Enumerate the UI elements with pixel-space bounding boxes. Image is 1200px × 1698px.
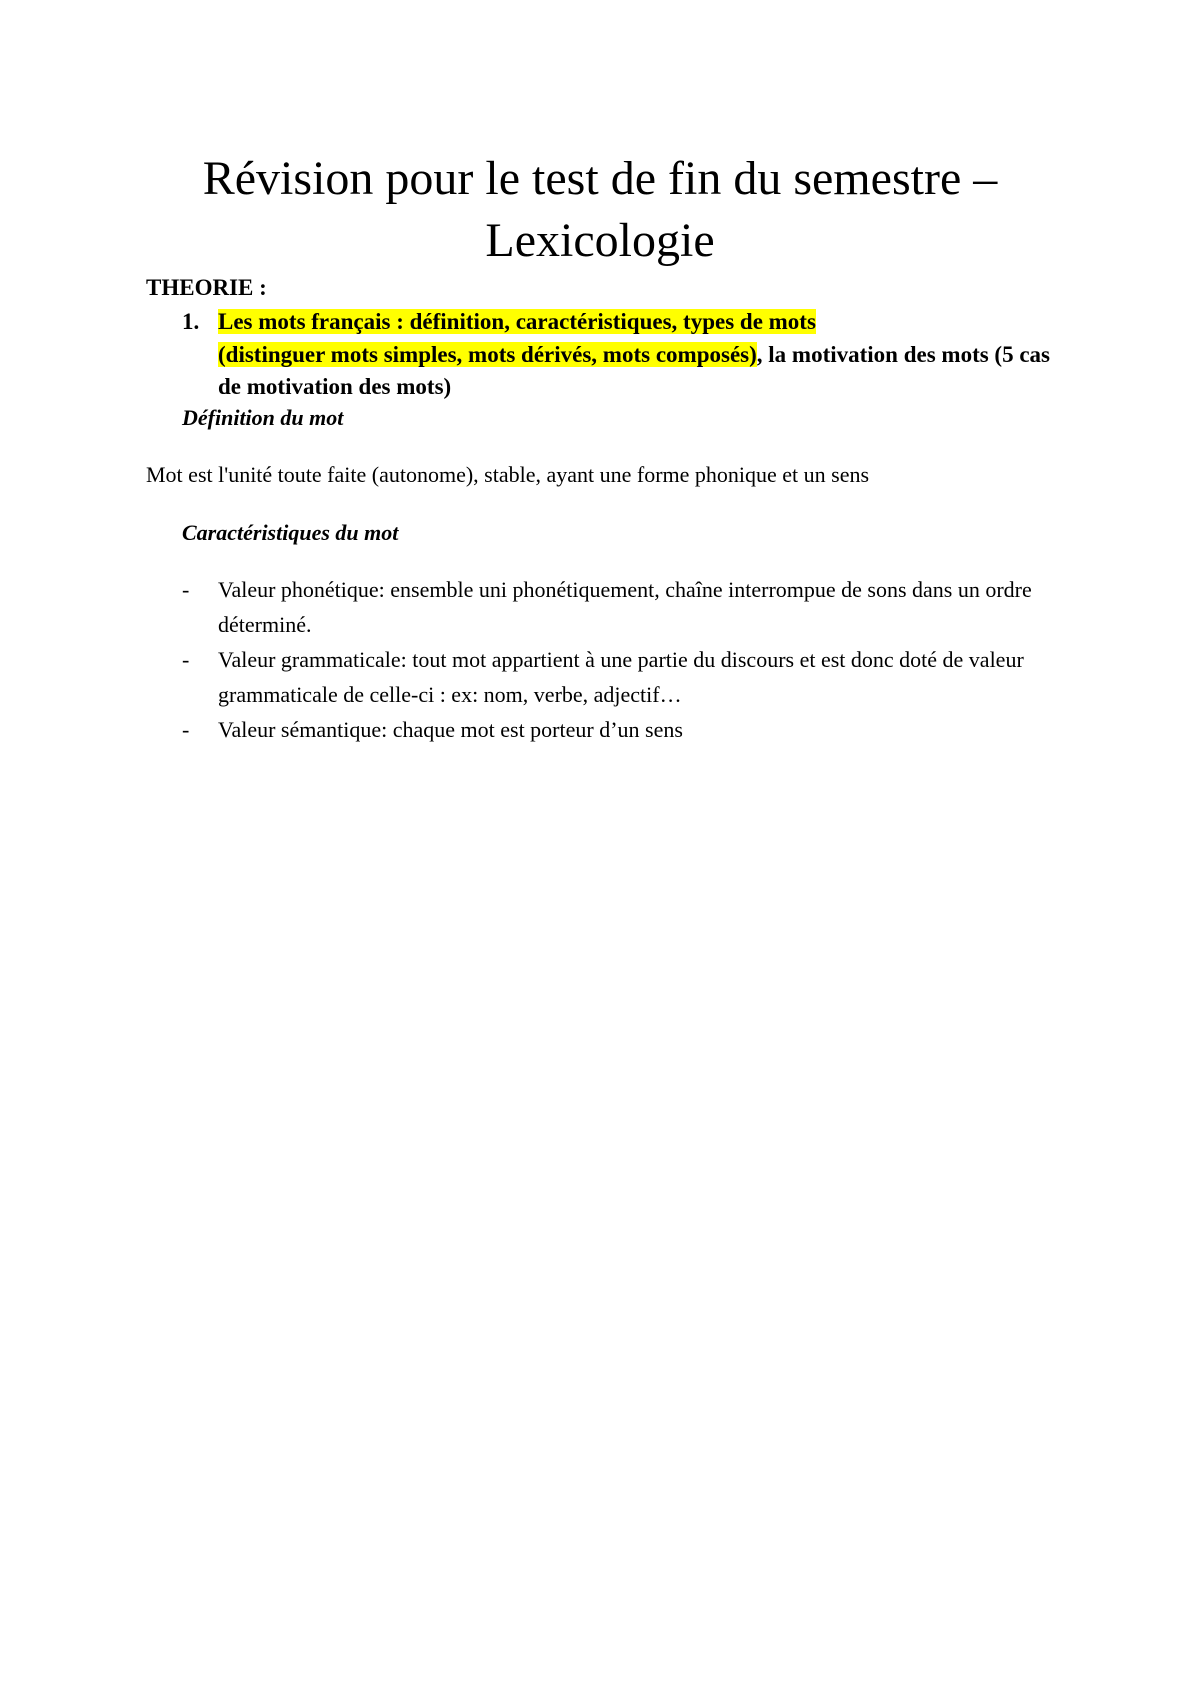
- topic-plain-text: , la motivation des mots (5 cas de motivation des mots): [218, 341, 1050, 399]
- page-title: Révision pour le test de fin du semestre – Lexicologie: [202, 152, 998, 267]
- list-item-text: Valeur grammaticale: tout mot appartient à une partie du discours et est donc doté de valeur grammaticale de celle-ci : ex: nom, verbe, adjectif…: [218, 647, 1024, 707]
- highlighted-text: Les mots français : définition, caractéristiques, types de mots: [218, 309, 816, 334]
- characteristics-heading: Caractéristiques du mot: [182, 520, 399, 545]
- dash-bullet: -: [182, 647, 190, 672]
- definition-paragraph: Mot est l'unité toute faite (autonome), stable, ayant une forme phonique et un sens: [146, 462, 870, 487]
- list-item-text: Valeur sémantique: chaque mot est porteur d’un sens: [218, 717, 683, 742]
- list-item-topic: [218, 306, 1078, 404]
- list-item: [182, 572, 1062, 642]
- list-item: [182, 642, 1062, 712]
- characteristics-list: [182, 572, 1062, 747]
- list-item-number: 1.: [182, 309, 200, 334]
- list-item-text: Valeur phonétique: ensemble uni phonétiquement, chaîne interrompue de sons dans un ordre déterminé.: [218, 577, 1032, 637]
- highlighted-text: (distinguer mots simples, mots dérivés, mots composés): [218, 341, 757, 367]
- list-item: [182, 712, 1062, 747]
- section-heading-theorie: THEORIE :: [146, 275, 267, 300]
- dash-bullet: -: [182, 717, 190, 742]
- dash-bullet: -: [182, 577, 190, 602]
- definition-heading: Définition du mot: [182, 405, 344, 430]
